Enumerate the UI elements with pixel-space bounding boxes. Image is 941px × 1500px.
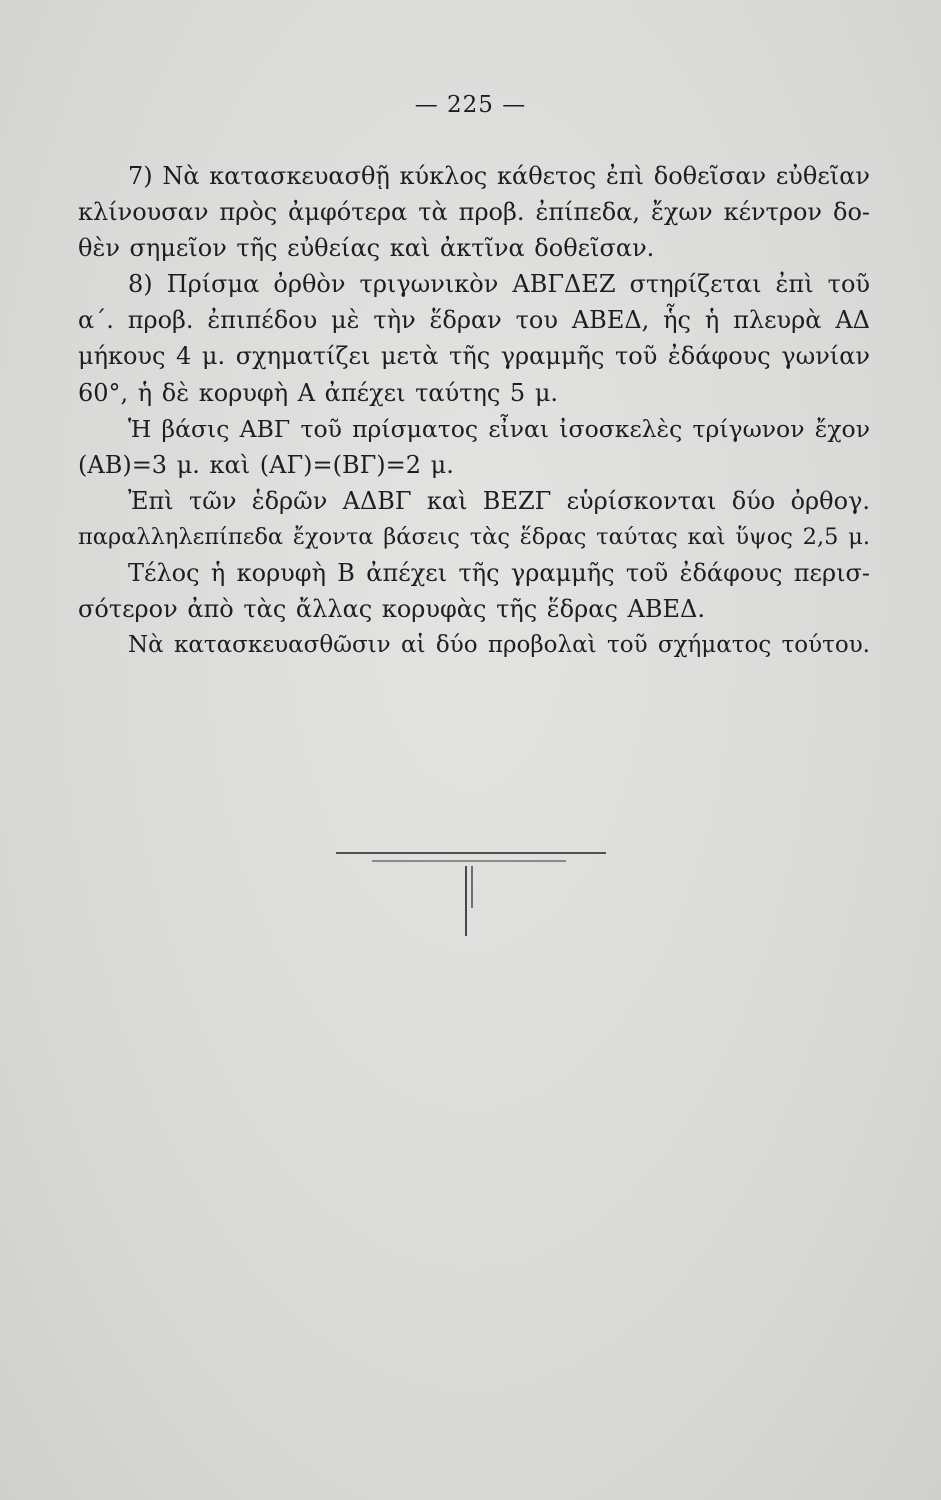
text-line: 8) Πρίσμα ὀρθὸν τριγωνικὸν ΑΒΓΔΕΖ στηρίζεται ἐπὶ τοῦ xyxy=(128,270,870,299)
text-line: θὲν σημεῖον τῆς εὐθείας καὶ ἀκτῖνα δοθεῖσαν. xyxy=(78,234,655,263)
text-line: 7) Νὰ κατασκευασθῇ κύκλος κάθετος ἐπὶ δοθεῖσαν εὐθεῖαν xyxy=(128,162,870,190)
text-line: 60°, ἡ δὲ κορυφὴ Α ἀπέχει ταύτης 5 μ. xyxy=(78,378,559,407)
text-line: Ἡ βάσις ΑΒΓ τοῦ πρίσματος εἶναι ἰσοσκελὲς τρίγωνον ἔχον xyxy=(128,414,870,443)
text-line: κλίνουσαν πρὸς ἀμφότερα τὰ προβ. ἐπίπεδα, ἔχων κέντρον δο- xyxy=(78,198,870,227)
body-text xyxy=(78,158,870,663)
text-line: Νὰ κατασκευασθῶσιν αἱ δύο προβολαὶ τοῦ σχήματος τούτου. xyxy=(128,632,870,659)
text-line: Τέλος ἡ κορυφὴ Β ἀπέχει τῆς γραμμῆς τοῦ ἐδάφους περισ- xyxy=(128,559,870,588)
text-line: παραλληλεπίπεδα ἔχοντα βάσεις τὰς ἕδρας ταύτας καὶ ὕψος 2,5 μ. xyxy=(78,523,870,550)
text-line: μήκους 4 μ. σχηματίζει μετὰ τῆς γραμμῆς τοῦ ἐδάφους γωνίαν xyxy=(78,342,870,371)
text-line: σότερον ἀπὸ τὰς ἄλλας κορυφὰς τῆς ἕδρας ΑΒΕΔ. xyxy=(78,595,705,624)
text-line: α΄. προβ. ἐπιπέδου μὲ τὴν ἕδραν του ΑΒΕΔ, ἧς ἡ πλευρὰ ΑΔ xyxy=(78,306,870,335)
page-number: — 225 — xyxy=(414,92,527,118)
text-line: Ἐπὶ τῶν ἑδρῶν ΑΔΒΓ καὶ ΒΕΖΓ εὑρίσκονται δύο ὀρθογ. xyxy=(128,486,870,515)
text-line: (ΑΒ)=3 μ. καὶ (ΑΓ)=(ΒΓ)=2 μ. xyxy=(78,450,454,479)
